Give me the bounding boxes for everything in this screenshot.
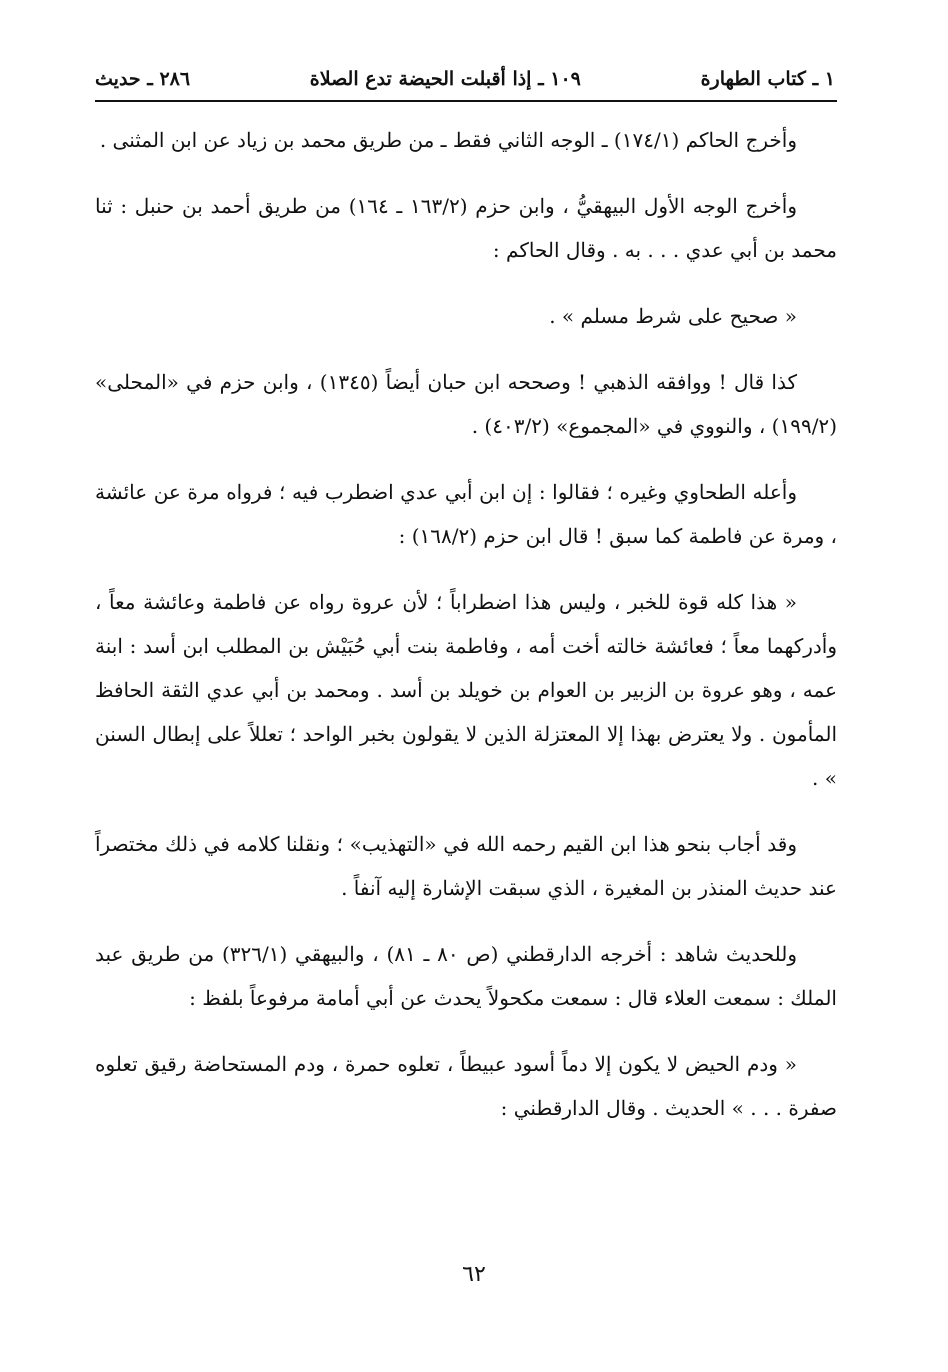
paragraph: « هذا كله قوة للخبر ، وليس هذا اضطراباً ؛ لأن عروة رواه عن فاطمة وعائشة معاً ، وأدركهما معاً ؛ فعائشة خالته أخت أمه ، وفاطمة بنت أبي حُبَيْش بن المطلب ابن أسد : ابنة عمه ، وهو عروة بن الزبير بن العوام بن خويلد بن أسد . ومحمد بن أبي عدي الثقة الحافظ المأمون . ولا يعترض بهذا إلا المعتزلة الذين لا يقولون بخبر الواحد ؛ تعللاً على إبطال السنن » . (95, 590, 837, 790)
running-header (95, 62, 835, 96)
paragraph: وللحديث شاهد : أخرجه الدارقطني (ص ٨٠ ـ ٨١) ، والبيهقي (٣٢٦/١) من طريق عبد الملك : سمعت العلاء قال : سمعت مكحولاً يحدث عن أبي أمامة مرفوعاً بلفظ : (95, 942, 837, 1010)
header-chapter-title: ١٠٩ ـ إذا أقبلت الحيضة تدع الصلاة (309, 68, 581, 90)
header-hadith-number: ٢٨٦ ـ حديث (95, 68, 191, 90)
paragraph: وأعله الطحاوي وغيره ؛ فقالوا : إن ابن أبي عدي اضطرب فيه ؛ فرواه مرة عن عائشة ، ومرة عن فاطمة كما سبق ! قال ابن حزم (١٦٨/٢) : (95, 480, 837, 548)
header-divider (95, 100, 837, 102)
page-body (95, 118, 837, 1152)
paragraph: وأخرج الحاكم (١٧٤/١) ـ الوجه الثاني فقط ـ من طريق محمد بن زياد عن ابن المثنى . (99, 128, 797, 152)
paragraph: « صحيح على شرط مسلم » . (549, 304, 797, 328)
paragraph: وقد أجاب بنحو هذا ابن القيم رحمه الله في «التهذيب» ؛ ونقلنا كلامه في ذلك مختصراً عند حديث المنذر بن المغيرة ، الذي سبقت الإشارة إليه آنفاً . (95, 832, 837, 900)
header-book-title: ١ ـ كتاب الطهارة (700, 68, 835, 90)
paragraph: وأخرج الوجه الأول البيهقيُّ ، وابن حزم (١٦٣/٢ ـ ١٦٤) من طريق أحمد بن حنبل : ثنا محمد بن أبي عدي . . . به . وقال الحاكم : (95, 194, 837, 262)
page-number: ٦٢ (462, 1262, 486, 1287)
paragraph: كذا قال ! ووافقه الذهبي ! وصححه ابن حبان أيضاً (١٣٤٥) ، وابن حزم في «المحلى» (١٩٩/٢) ، والنووي في «المجموع» (٤٠٣/٢) . (95, 370, 837, 438)
paragraph: « ودم الحيض لا يكون إلا دماً أسود عبيطاً ، تعلوه حمرة ، ودم المستحاضة رقيق تعلوه صفرة . . . » الحديث . وقال الدارقطني : (95, 1052, 837, 1120)
